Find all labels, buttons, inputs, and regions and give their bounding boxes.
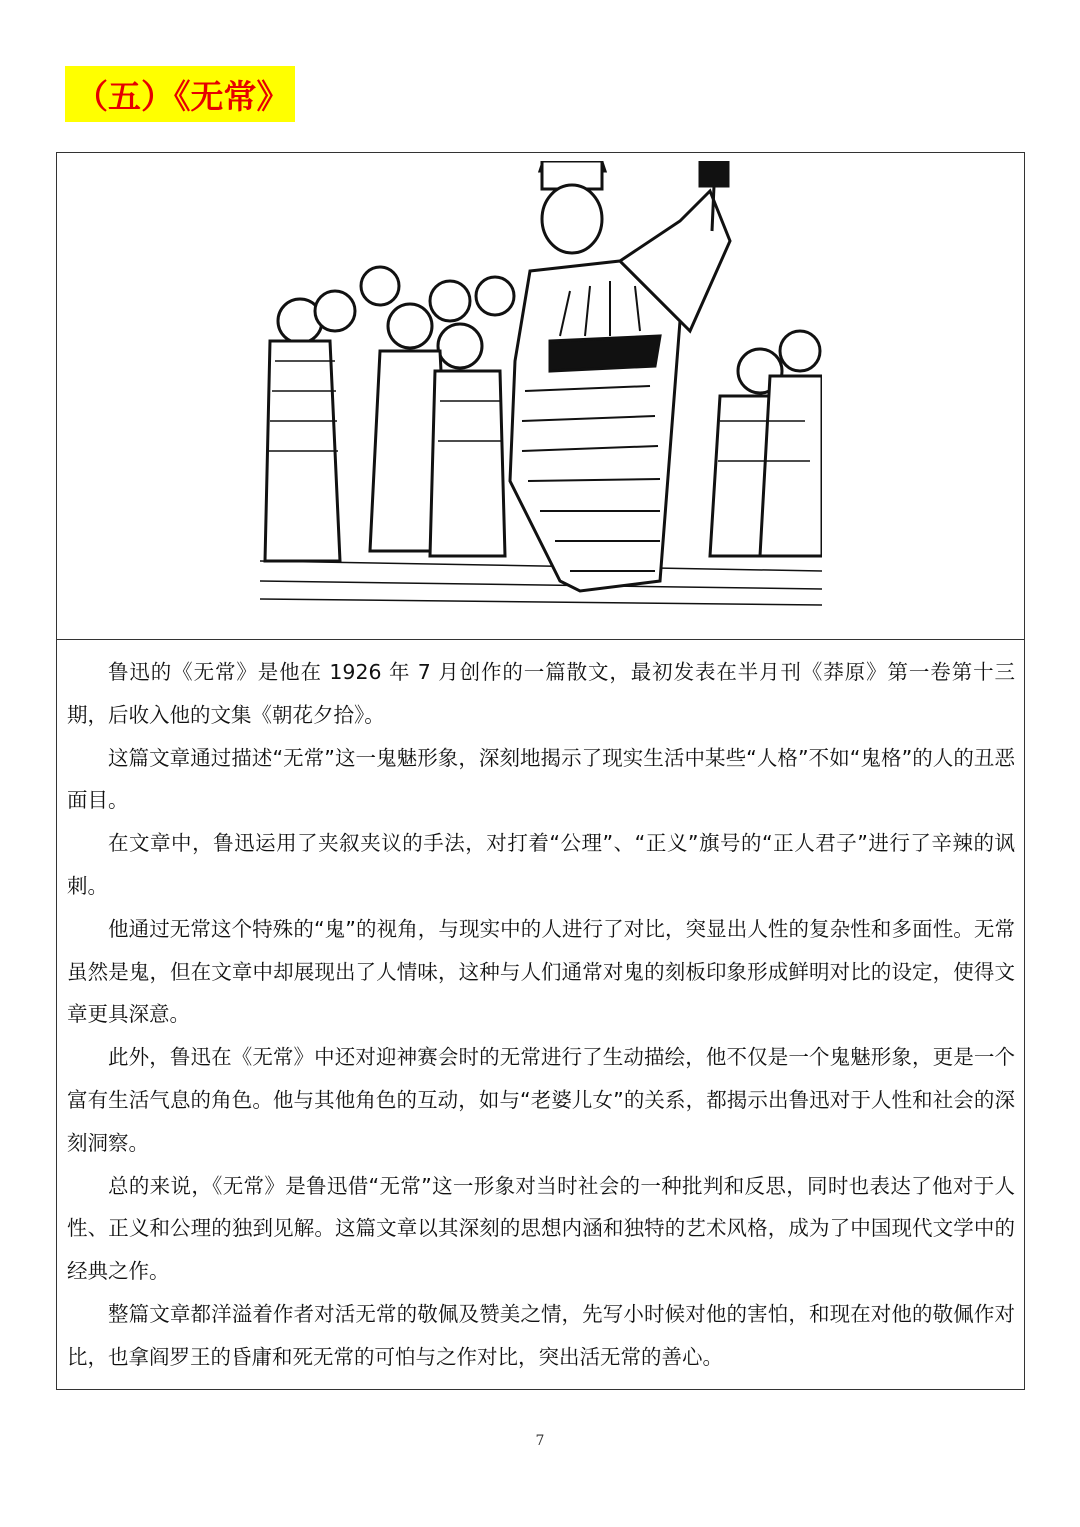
section-heading: [65, 66, 295, 122]
page-number: 7: [535, 1433, 545, 1449]
paragraph: 鲁迅的《无常》是他在 1926 年 7 月创作的一篇散文，最初发表在半月刊《莽原》第一卷第十三期，后收入他的文集《朝花夕拾》。: [67, 660, 1015, 727]
paragraph: 总的来说，《无常》是鲁迅借“无常”这一形象对当时社会的一种批判和反思，同时也表达了他对于人性、正义和公理的独到见解。这篇文章以其深刻的思想内涵和独特的艺术风格，成为了中国现代文学中的经典之作。: [67, 1173, 1015, 1284]
paragraph: 整篇文章都洋溢着作者对活无常的敬佩及赞美之情，先写小时候对他的害怕，和现在对他的敬佩作对比，也拿阎罗王的昏庸和死无常的可怕与之作对比，突出活无常的善心。: [67, 1301, 1015, 1369]
content-frame: [56, 152, 1025, 1390]
paragraph: 他通过无常这个特殊的“鬼”的视角，与现实中的人进行了对比，突显出人性的复杂性和多面性。无常虽然是鬼，但在文章中却展现出了人情味，这种与人们通常对鬼的刻板印象形成鲜明对比的设定，使得文章更具深意。: [67, 916, 1015, 1027]
paragraph: 这篇文章通过描述“无常”这一鬼魅形象，深刻地揭示了现实生活中某些“人格”不如“鬼格”的人的丑恶面目。: [67, 745, 1015, 813]
paragraph: 在文章中，鲁迅运用了夹叙夹议的手法，对打着“公理”、“正义”旗号的“正人君子”进行了辛辣的讽刺。: [67, 831, 1015, 898]
article-body: [67, 651, 1015, 1379]
paragraph: 此外，鲁迅在《无常》中还对迎神赛会时的无常进行了生动描绘，他不仅是一个鬼魅形象，更是一个富有生活气息的角色。他与其他角色的互动，如与“老婆儿女”的关系，都揭示出鲁迅对于人性和社会的深刻洞察。: [67, 1045, 1015, 1155]
woodcut-illustration-icon: [260, 161, 822, 609]
frame-divider: [57, 639, 1024, 640]
section-title: （五）《无常》: [75, 76, 290, 116]
